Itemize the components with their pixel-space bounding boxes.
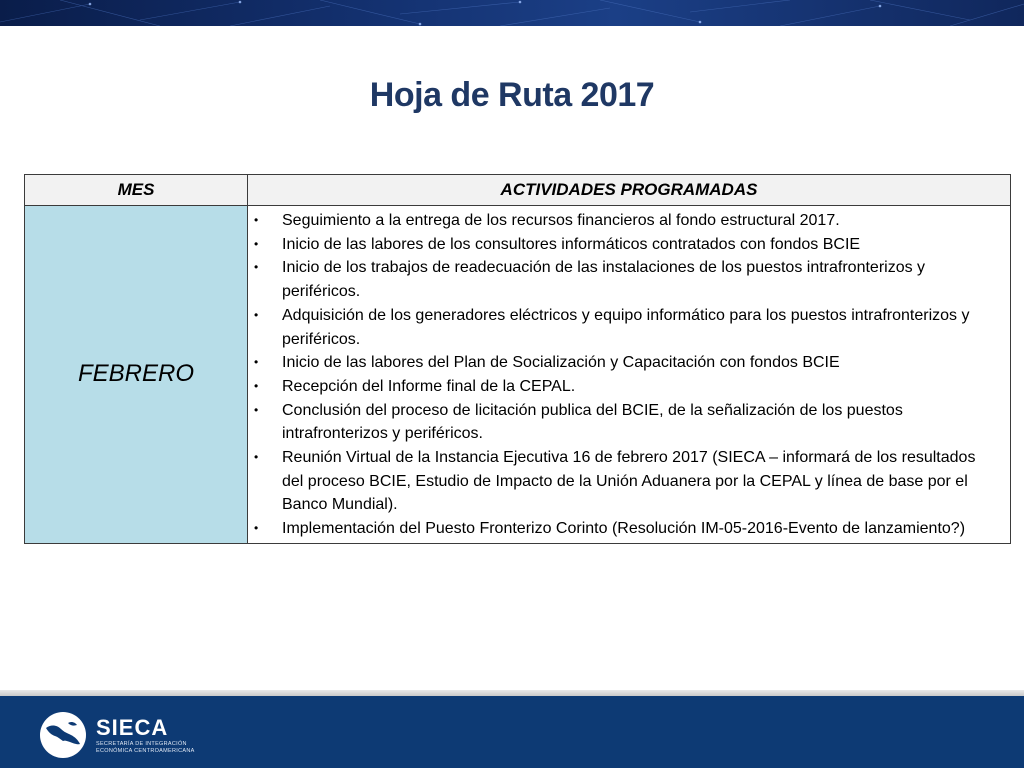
activity-text: Recepción del Informe final de la CEPAL. — [282, 377, 576, 395]
bullet-icon: • — [254, 450, 259, 465]
logo-tagline: SECRETARÍA DE INTEGRACIÓN ECONÓMICA CENTROAMERICANA — [96, 741, 195, 754]
bullet-icon: • — [254, 236, 259, 251]
central-america-map-icon — [38, 711, 88, 759]
bullet-icon: • — [254, 260, 259, 275]
column-header-activities: ACTIVIDADES PROGRAMADAS — [248, 175, 1011, 206]
activity-text: Conclusión del proceso de licitación publica del BCIE, de la señalización de los puestos intrafronterizos y periféricos. — [282, 401, 903, 443]
column-header-month: MES — [25, 175, 248, 206]
activity-text: Reunión Virtual de la Instancia Ejecutiva 16 de febrero 2017 (SIECA – informará de los resultados del proceso BCIE, Estudio de Impacto de la Unión Aduanera por la CEPAL y línea de base por el Banco Mundial). — [282, 449, 976, 514]
month-cell: FEBRERO — [25, 206, 248, 544]
logo-name: SIECA — [96, 715, 169, 740]
bullet-icon: • — [254, 378, 259, 393]
top-banner — [0, 0, 1024, 26]
list-item — [254, 375, 1000, 399]
sieca-logo — [38, 711, 218, 759]
activity-text: Adquisición de los generadores eléctricos y equipo informático para los puestos intrafronterizos y periféricos. — [282, 306, 970, 348]
list-item — [254, 233, 1000, 257]
bullet-icon: • — [254, 213, 259, 227]
list-item — [254, 256, 1000, 303]
roadmap-table — [24, 174, 1011, 544]
activity-text: Seguimiento a la entrega de los recursos financieros al fondo estructural 2017. — [282, 212, 840, 229]
bullet-icon: • — [254, 355, 259, 370]
network-pattern-decoration — [0, 0, 1024, 26]
activity-text: Inicio de las labores del Plan de Socialización y Capacitación con fondos BCIE — [282, 354, 840, 372]
list-item — [254, 351, 1000, 375]
bullet-icon: • — [254, 402, 259, 417]
bullet-icon: • — [254, 307, 259, 322]
table-row — [25, 206, 1011, 544]
table-header-row — [25, 175, 1011, 206]
activities-list — [254, 209, 1000, 541]
activity-text: Implementación del Puesto Fronterizo Corinto (Resolución IM-05-2016-Evento de lanzamiento?) — [282, 520, 966, 538]
activities-cell — [248, 206, 1011, 544]
list-item — [254, 399, 1000, 446]
list-item — [254, 446, 1000, 517]
page-title: Hoja de Ruta 2017 — [369, 76, 655, 114]
list-item — [254, 517, 1000, 541]
activity-text: Inicio de los trabajos de readecuación de las instalaciones de los puestos intrafronterizos y periféricos. — [282, 259, 926, 301]
activity-text: Inicio de las labores de los consultores informáticos contratados con fondos BCIE — [282, 235, 861, 253]
list-item — [254, 209, 1000, 233]
list-item — [254, 304, 1000, 351]
bullet-icon: • — [254, 521, 259, 536]
